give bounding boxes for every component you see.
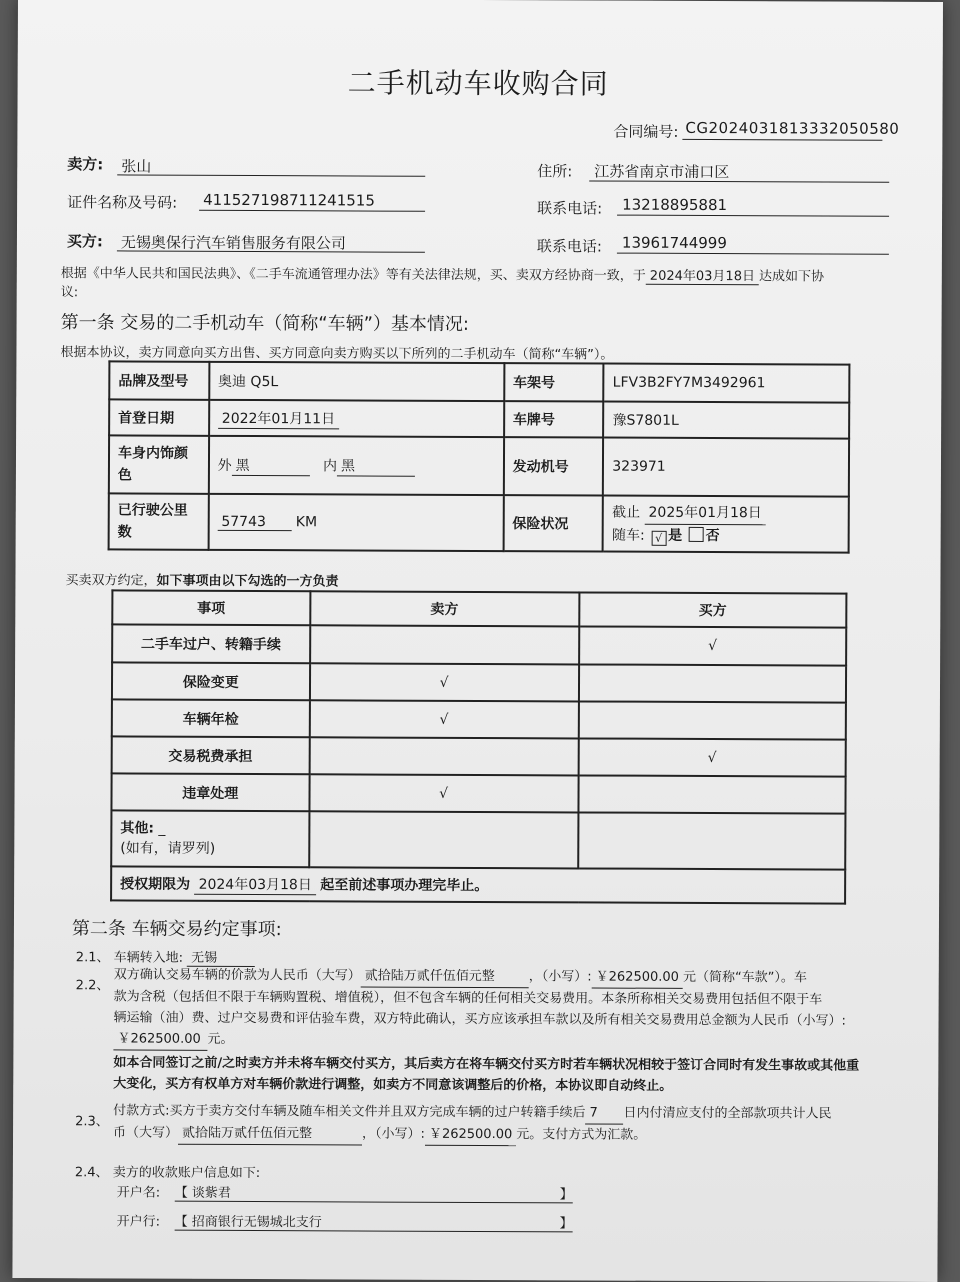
engine-value: 323971 <box>603 438 849 497</box>
intro-text: 根据《中华人民共和国民法典》、《二手车流通管理办法》等有关法律法规，买、卖双方经协商一致，于 2024年03月18日 达成如下协 <box>60 266 825 285</box>
bank-field: 【 招商银行无锡城北支行 】 <box>175 1211 573 1233</box>
mileage-key: 已行驶公里数 <box>109 493 209 549</box>
account-name-field: 【 谈紫君 】 <box>175 1182 573 1204</box>
article-1-desc: 根据本协议，卖方同意向买方出售、买方同意向卖方购买以下所列的二手机动车（简称“车辆”）。 <box>60 345 614 363</box>
insurance-until: 2025年01月18日 <box>644 501 765 525</box>
duty-seller-check <box>310 625 579 664</box>
intro-text-end: 议: <box>60 285 79 301</box>
duty-other: 其他: _ (如有，请罗列) <box>111 810 309 867</box>
color-cell: 外 黑 内 黑 <box>208 436 503 495</box>
clause-2-2: 双方确认交易车辆的价款为人民币（大写） 贰拾陆万贰仟伍佰元整 ，（小写）: ￥262500.00 元（简称“车款”）。车 款为含税（包括但不限于车辆购置税、增值税），但不包含车辆的任何相关交易费用。本条所称相关交易费用包括但不限于车 辆运输（油）费、过户交易费和评估验车费，双方特此确认，买方应该承担车款以及所有相关交易费用总金额为人民币（小写）: ￥262500.00 元。 <box>113 964 893 1053</box>
seller-id-label: 证件名称及号码: <box>67 193 178 212</box>
brand-value: 奥迪 Q5L <box>209 362 504 401</box>
account-name-label: 开户名: <box>116 1185 161 1201</box>
duties-table <box>110 589 847 904</box>
agreement-date: 2024年03月18日 <box>646 265 759 285</box>
seller-label: 卖方: <box>67 155 104 174</box>
price-amount: ￥262500.00 <box>592 966 683 988</box>
price-adjustment-clause: 如本合同签订之前/之时卖方并未将车辆交付买方，其后卖方在将车辆交付买方时若车辆状况相较于签订合同时有发生事故或其他重 大变化，买方有权单方对车辆价款进行调整，如卖方不同意该调整后的价格，本协议即自动终止。 <box>113 1055 860 1094</box>
interior-color: 黑 <box>337 455 415 476</box>
buyer-label: 买方: <box>66 232 103 251</box>
contract-number: CG2024031813332050580 <box>685 118 900 138</box>
reg-date-value: 2022年01月11日 <box>218 407 339 429</box>
duty-seller-check: √ <box>309 774 578 812</box>
duty-seller-check <box>309 737 578 775</box>
insurance-key: 保险状况 <box>503 495 603 551</box>
duties-header-seller: 卖方 <box>310 591 579 626</box>
yes-checkbox: √ <box>651 530 666 545</box>
seller-phone: 13218895881 <box>622 195 728 215</box>
reg-date-key: 首登日期 <box>109 399 209 435</box>
bank-label: 开户行: <box>116 1214 161 1230</box>
vehicle-info-table <box>108 360 851 553</box>
duty-buyer-check <box>578 775 845 813</box>
article-2-title: 第二条 车辆交易约定事项: <box>71 918 282 941</box>
buyer-phone: 13961744999 <box>621 233 727 253</box>
authorization-date: 2024年03月18日 <box>195 873 316 895</box>
duties-header-item: 事项 <box>112 590 310 625</box>
payment-days: 7 <box>585 1102 623 1124</box>
brand-key: 品牌及型号 <box>109 361 209 399</box>
account-name: 谈紫君 <box>191 1185 231 1201</box>
duty-item: 二手车过户、转籍手续 <box>112 624 310 663</box>
duties-intro: 买卖双方约定，如下事项由以下勾选的一方负责 <box>65 573 339 590</box>
clause-2-2-num: 2.2、 <box>75 978 110 994</box>
duty-item: 违章处理 <box>111 773 309 811</box>
clause-2-4: 2.4、 卖方的收款账户信息如下: <box>74 1165 261 1182</box>
seller-id: 411527198711241515 <box>203 190 375 210</box>
contract-paper <box>12 0 943 1282</box>
seller-phone-label: 联系电话: <box>537 199 603 218</box>
exterior-color: 黑 <box>232 454 310 475</box>
duty-item: 车辆年检 <box>112 699 310 737</box>
authorization-period: 授权期限为 2024年03月18日 起至前述事项办理完毕止。 <box>111 866 845 903</box>
engine-key: 发动机号 <box>504 437 604 495</box>
mileage-cell <box>208 494 503 551</box>
duty-buyer-check <box>579 664 846 702</box>
price-uppercase: 贰拾陆万贰仟伍佰元整 <box>361 965 529 988</box>
seller-name: 张山 <box>121 157 152 176</box>
plate-key: 车牌号 <box>504 401 604 437</box>
duty-seller-check: √ <box>309 663 578 701</box>
duty-item: 交易税费承担 <box>112 736 310 774</box>
duty-item: 保险变更 <box>112 662 310 700</box>
page-title: 二手机动车收购合同 <box>347 66 609 101</box>
duties-header-buyer: 买方 <box>579 592 846 627</box>
clause-2-1: 2.1、 车辆转入地: 无锡 <box>76 946 255 967</box>
vin-value: LFV3B2FY7M3492961 <box>604 364 850 403</box>
buyer-phone-label: 联系电话: <box>536 237 603 256</box>
buyer-name: 无锡奥保行汽车销售服务有限公司 <box>120 233 346 253</box>
duty-buyer-check <box>579 701 846 739</box>
transfer-destination: 无锡 <box>187 947 255 967</box>
duty-buyer-check: √ <box>578 738 845 776</box>
duty-buyer-check: √ <box>579 626 846 665</box>
no-checkbox <box>689 526 704 541</box>
clause-2-3-num: 2.3、 <box>75 1114 109 1130</box>
seller-address: 江苏省南京市浦口区 <box>594 162 730 182</box>
insurance-cell: 截止 2025年01月18日 随车: √ 是 否 <box>603 496 849 553</box>
total-amount: ￥262500.00 <box>113 1028 207 1050</box>
contract-number-label: 合同编号: <box>613 122 679 141</box>
plate-value: 豫S7801L <box>603 402 849 439</box>
mileage-value: 57743 <box>217 513 291 530</box>
duty-seller-check: √ <box>309 700 578 738</box>
payment-amount: ￥262500.00 <box>425 1124 516 1146</box>
vin-key: 车架号 <box>504 363 604 401</box>
article-1-title: 第一条 交易的二手机动车（简称“车辆”）基本情况: <box>60 312 470 335</box>
clause-2-3: 付款方式:买方于卖方交付车辆及随车相关文件并且双方完成车辆的过户转籍手续后 7 日内付清应支付的全部款项共计人民 币（大写） 贰拾陆万贰仟伍佰元整 ，（小写）: ￥262500.00 元。支付方式为汇款。 <box>113 1100 903 1147</box>
seller-address-label: 住所: <box>537 162 573 181</box>
reg-date-cell <box>209 400 504 437</box>
color-key: 车身内饰颜色 <box>109 435 209 493</box>
payment-uppercase: 贰拾陆万贰仟伍佰元整 <box>178 1123 362 1146</box>
mileage-unit: KM <box>295 513 318 530</box>
bank-name: 招商银行无锡城北支行 <box>191 1214 322 1231</box>
